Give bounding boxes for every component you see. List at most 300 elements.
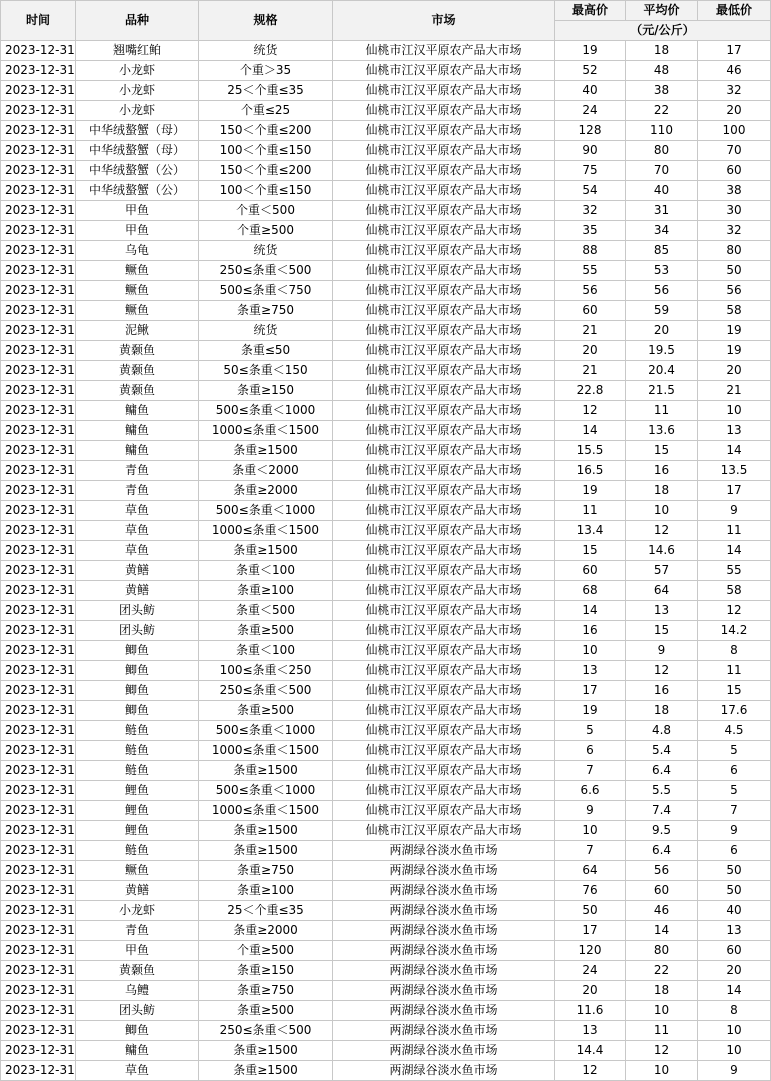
cell-spec: 250≤条重＜500 [199,1021,333,1041]
cell-date: 2023-12-31 [1,901,76,921]
cell-variety: 翘嘴红鲌 [76,41,199,61]
cell-variety: 团头鲂 [76,1001,199,1021]
cell-market: 仙桃市江汉平原农产品大市场 [333,661,555,681]
cell-variety: 鳙鱼 [76,1041,199,1061]
cell-max-price: 21 [555,361,626,381]
cell-variety: 青鱼 [76,481,199,501]
cell-market: 两湖绿谷淡水鱼市场 [333,981,555,1001]
cell-variety: 甲鱼 [76,941,199,961]
cell-max-price: 50 [555,901,626,921]
cell-max-price: 7 [555,761,626,781]
cell-avg-price: 22 [626,101,698,121]
cell-avg-price: 13 [626,601,698,621]
cell-max-price: 19 [555,41,626,61]
cell-spec: 250≤条重＜500 [199,261,333,281]
cell-spec: 个重≤25 [199,101,333,121]
table-row [1,741,771,761]
cell-avg-price: 21.5 [626,381,698,401]
cell-date: 2023-12-31 [1,981,76,1001]
cell-max-price: 68 [555,581,626,601]
cell-min-price: 32 [698,81,771,101]
cell-variety: 乌龟 [76,241,199,261]
cell-avg-price: 4.8 [626,721,698,741]
cell-max-price: 32 [555,201,626,221]
cell-variety: 黄鳝 [76,561,199,581]
cell-spec: 统货 [199,241,333,261]
cell-variety: 团头鲂 [76,601,199,621]
cell-date: 2023-12-31 [1,301,76,321]
cell-avg-price: 14 [626,921,698,941]
cell-min-price: 20 [698,101,771,121]
cell-market: 仙桃市江汉平原农产品大市场 [333,501,555,521]
cell-market: 仙桃市江汉平原农产品大市场 [333,161,555,181]
cell-max-price: 11.6 [555,1001,626,1021]
cell-variety: 中华绒螯蟹（母） [76,121,199,141]
cell-max-price: 13 [555,1021,626,1041]
table-row [1,381,771,401]
table-row [1,521,771,541]
cell-max-price: 15 [555,541,626,561]
cell-date: 2023-12-31 [1,201,76,221]
cell-spec: 条重≥2000 [199,921,333,941]
table-row [1,441,771,461]
cell-market: 仙桃市江汉平原农产品大市场 [333,621,555,641]
cell-avg-price: 57 [626,561,698,581]
table-row [1,901,771,921]
cell-avg-price: 59 [626,301,698,321]
cell-avg-price: 56 [626,281,698,301]
cell-market: 仙桃市江汉平原农产品大市场 [333,701,555,721]
cell-market: 仙桃市江汉平原农产品大市场 [333,821,555,841]
cell-max-price: 60 [555,561,626,581]
cell-min-price: 13.5 [698,461,771,481]
cell-avg-price: 85 [626,241,698,261]
table-row [1,721,771,741]
cell-date: 2023-12-31 [1,941,76,961]
cell-variety: 乌鳢 [76,981,199,1001]
table-row [1,461,771,481]
cell-max-price: 20 [555,981,626,1001]
cell-variety: 鲫鱼 [76,1021,199,1041]
cell-avg-price: 64 [626,581,698,601]
cell-avg-price: 38 [626,81,698,101]
cell-max-price: 15.5 [555,441,626,461]
cell-max-price: 56 [555,281,626,301]
cell-avg-price: 34 [626,221,698,241]
table-row [1,761,771,781]
cell-spec: 100＜个重≤150 [199,181,333,201]
cell-min-price: 32 [698,221,771,241]
cell-market: 仙桃市江汉平原农产品大市场 [333,761,555,781]
cell-date: 2023-12-31 [1,481,76,501]
cell-max-price: 40 [555,81,626,101]
cell-date: 2023-12-31 [1,461,76,481]
table-row [1,981,771,1001]
cell-spec: 条重≥150 [199,961,333,981]
cell-avg-price: 20 [626,321,698,341]
cell-variety: 鳜鱼 [76,281,199,301]
cell-min-price: 15 [698,681,771,701]
cell-max-price: 13 [555,661,626,681]
cell-market: 仙桃市江汉平原农产品大市场 [333,601,555,621]
cell-date: 2023-12-31 [1,281,76,301]
cell-spec: 条重≥500 [199,701,333,721]
cell-spec: 条重＜500 [199,601,333,621]
cell-date: 2023-12-31 [1,821,76,841]
table-row [1,361,771,381]
cell-market: 仙桃市江汉平原农产品大市场 [333,101,555,121]
cell-avg-price: 80 [626,941,698,961]
cell-spec: 100≤条重＜250 [199,661,333,681]
cell-spec: 条重≥750 [199,981,333,1001]
header-row [1,1,771,21]
cell-date: 2023-12-31 [1,621,76,641]
cell-avg-price: 10 [626,1061,698,1081]
cell-min-price: 56 [698,281,771,301]
cell-avg-price: 6.4 [626,841,698,861]
cell-date: 2023-12-31 [1,501,76,521]
cell-spec: 25＜个重≤35 [199,901,333,921]
cell-date: 2023-12-31 [1,1061,76,1081]
cell-max-price: 90 [555,141,626,161]
cell-avg-price: 53 [626,261,698,281]
table-row [1,1041,771,1061]
cell-spec: 条重≥150 [199,381,333,401]
cell-variety: 鲫鱼 [76,681,199,701]
cell-market: 两湖绿谷淡水鱼市场 [333,1001,555,1021]
table-row [1,581,771,601]
cell-market: 仙桃市江汉平原农产品大市场 [333,421,555,441]
cell-min-price: 14 [698,441,771,461]
cell-avg-price: 48 [626,61,698,81]
cell-date: 2023-12-31 [1,361,76,381]
cell-max-price: 12 [555,401,626,421]
cell-spec: 250≤条重＜500 [199,681,333,701]
cell-avg-price: 18 [626,701,698,721]
cell-date: 2023-12-31 [1,741,76,761]
cell-date: 2023-12-31 [1,961,76,981]
cell-spec: 1000≤条重＜1500 [199,741,333,761]
cell-max-price: 5 [555,721,626,741]
cell-min-price: 17 [698,481,771,501]
cell-min-price: 17 [698,41,771,61]
cell-variety: 甲鱼 [76,221,199,241]
cell-spec: 条重≥1500 [199,441,333,461]
cell-date: 2023-12-31 [1,1041,76,1061]
cell-market: 仙桃市江汉平原农产品大市场 [333,481,555,501]
cell-date: 2023-12-31 [1,861,76,881]
cell-variety: 团头鲂 [76,621,199,641]
cell-avg-price: 110 [626,121,698,141]
cell-min-price: 13 [698,421,771,441]
table-row [1,801,771,821]
cell-date: 2023-12-31 [1,221,76,241]
cell-max-price: 88 [555,241,626,261]
cell-date: 2023-12-31 [1,841,76,861]
cell-min-price: 80 [698,241,771,261]
header-max-price: 最高价 [555,1,626,21]
table-row [1,321,771,341]
cell-max-price: 24 [555,101,626,121]
cell-max-price: 64 [555,861,626,881]
cell-max-price: 6.6 [555,781,626,801]
cell-max-price: 120 [555,941,626,961]
cell-avg-price: 15 [626,621,698,641]
cell-max-price: 52 [555,61,626,81]
cell-avg-price: 40 [626,181,698,201]
cell-spec: 条重≥1500 [199,1061,333,1081]
cell-market: 两湖绿谷淡水鱼市场 [333,861,555,881]
cell-variety: 鲢鱼 [76,761,199,781]
cell-market: 仙桃市江汉平原农产品大市场 [333,641,555,661]
cell-max-price: 6 [555,741,626,761]
cell-date: 2023-12-31 [1,581,76,601]
cell-max-price: 54 [555,181,626,201]
cell-avg-price: 19.5 [626,341,698,361]
cell-market: 仙桃市江汉平原农产品大市场 [333,41,555,61]
cell-max-price: 11 [555,501,626,521]
table-row [1,501,771,521]
cell-variety: 小龙虾 [76,61,199,81]
cell-spec: 条重≥1500 [199,1041,333,1061]
cell-min-price: 5 [698,741,771,761]
table-row [1,281,771,301]
cell-date: 2023-12-31 [1,721,76,741]
cell-avg-price: 5.4 [626,741,698,761]
table-row [1,1001,771,1021]
cell-date: 2023-12-31 [1,121,76,141]
cell-spec: 条重≥750 [199,861,333,881]
cell-min-price: 10 [698,1041,771,1061]
cell-avg-price: 15 [626,441,698,461]
cell-avg-price: 13.6 [626,421,698,441]
cell-date: 2023-12-31 [1,1021,76,1041]
cell-min-price: 9 [698,1061,771,1081]
cell-variety: 鲤鱼 [76,781,199,801]
table-row [1,101,771,121]
cell-avg-price: 20.4 [626,361,698,381]
cell-min-price: 20 [698,361,771,381]
table-row [1,781,771,801]
cell-market: 仙桃市江汉平原农产品大市场 [333,301,555,321]
cell-market: 仙桃市江汉平原农产品大市场 [333,741,555,761]
cell-spec: 条重＜2000 [199,461,333,481]
cell-min-price: 9 [698,501,771,521]
cell-variety: 中华绒螯蟹（母） [76,141,199,161]
cell-date: 2023-12-31 [1,421,76,441]
cell-date: 2023-12-31 [1,161,76,181]
cell-max-price: 16 [555,621,626,641]
cell-spec: 条重＜100 [199,561,333,581]
header-avg-price: 平均价 [626,1,698,21]
cell-avg-price: 70 [626,161,698,181]
header-unit: （元/公斤） [555,21,771,41]
cell-market: 仙桃市江汉平原农产品大市场 [333,461,555,481]
cell-market: 仙桃市江汉平原农产品大市场 [333,581,555,601]
cell-avg-price: 12 [626,661,698,681]
cell-date: 2023-12-31 [1,681,76,701]
cell-market: 仙桃市江汉平原农产品大市场 [333,561,555,581]
header-spec: 规格 [199,1,333,41]
cell-market: 仙桃市江汉平原农产品大市场 [333,201,555,221]
cell-variety: 鳜鱼 [76,301,199,321]
cell-market: 仙桃市江汉平原农产品大市场 [333,441,555,461]
cell-date: 2023-12-31 [1,81,76,101]
cell-avg-price: 60 [626,881,698,901]
cell-variety: 鲫鱼 [76,701,199,721]
cell-spec: 条重≥750 [199,301,333,321]
cell-variety: 中华绒螯蟹（公） [76,181,199,201]
cell-variety: 泥鳅 [76,321,199,341]
cell-variety: 鲢鱼 [76,841,199,861]
table-row [1,921,771,941]
cell-variety: 鲤鱼 [76,801,199,821]
cell-date: 2023-12-31 [1,61,76,81]
cell-variety: 黄颡鱼 [76,961,199,981]
cell-spec: 条重≤50 [199,341,333,361]
cell-min-price: 50 [698,881,771,901]
cell-market: 两湖绿谷淡水鱼市场 [333,921,555,941]
cell-variety: 中华绒螯蟹（公） [76,161,199,181]
cell-market: 仙桃市江汉平原农产品大市场 [333,541,555,561]
table-row [1,181,771,201]
header-variety: 品种 [76,1,199,41]
cell-max-price: 14 [555,421,626,441]
cell-date: 2023-12-31 [1,441,76,461]
cell-min-price: 10 [698,1021,771,1041]
table-row [1,861,771,881]
table-row [1,41,771,61]
cell-market: 仙桃市江汉平原农产品大市场 [333,801,555,821]
cell-avg-price: 12 [626,521,698,541]
cell-market: 仙桃市江汉平原农产品大市场 [333,361,555,381]
table-row [1,401,771,421]
cell-max-price: 9 [555,801,626,821]
cell-avg-price: 10 [626,501,698,521]
cell-spec: 条重≥1500 [199,761,333,781]
cell-date: 2023-12-31 [1,781,76,801]
table-row [1,681,771,701]
table-row [1,421,771,441]
cell-avg-price: 18 [626,981,698,1001]
cell-min-price: 14 [698,981,771,1001]
cell-spec: 500≤条重＜1000 [199,781,333,801]
cell-spec: 个重＜500 [199,201,333,221]
cell-market: 两湖绿谷淡水鱼市场 [333,1041,555,1061]
cell-spec: 统货 [199,41,333,61]
cell-date: 2023-12-31 [1,101,76,121]
cell-date: 2023-12-31 [1,341,76,361]
cell-max-price: 16.5 [555,461,626,481]
table-row [1,941,771,961]
cell-max-price: 19 [555,701,626,721]
cell-min-price: 60 [698,161,771,181]
cell-avg-price: 12 [626,1041,698,1061]
table-header [1,1,771,41]
cell-market: 仙桃市江汉平原农产品大市场 [333,781,555,801]
cell-max-price: 21 [555,321,626,341]
cell-min-price: 20 [698,961,771,981]
cell-avg-price: 9.5 [626,821,698,841]
cell-market: 仙桃市江汉平原农产品大市场 [333,81,555,101]
cell-avg-price: 18 [626,481,698,501]
table-row [1,161,771,181]
cell-market: 两湖绿谷淡水鱼市场 [333,1021,555,1041]
table-row [1,141,771,161]
cell-spec: 150＜个重≤200 [199,121,333,141]
cell-date: 2023-12-31 [1,261,76,281]
cell-min-price: 100 [698,121,771,141]
cell-date: 2023-12-31 [1,141,76,161]
table-row [1,1061,771,1081]
cell-market: 两湖绿谷淡水鱼市场 [333,961,555,981]
cell-date: 2023-12-31 [1,921,76,941]
cell-date: 2023-12-31 [1,401,76,421]
cell-max-price: 10 [555,821,626,841]
cell-max-price: 75 [555,161,626,181]
cell-variety: 甲鱼 [76,201,199,221]
table-row [1,841,771,861]
cell-spec: 100＜个重≤150 [199,141,333,161]
cell-market: 仙桃市江汉平原农产品大市场 [333,521,555,541]
cell-min-price: 58 [698,301,771,321]
table-row [1,541,771,561]
cell-variety: 黄颡鱼 [76,381,199,401]
cell-avg-price: 22 [626,961,698,981]
cell-avg-price: 7.4 [626,801,698,821]
cell-min-price: 17.6 [698,701,771,721]
cell-min-price: 6 [698,761,771,781]
cell-variety: 鲤鱼 [76,821,199,841]
cell-spec: 条重≥1500 [199,841,333,861]
cell-min-price: 11 [698,661,771,681]
cell-min-price: 19 [698,321,771,341]
table-row [1,881,771,901]
cell-market: 两湖绿谷淡水鱼市场 [333,1061,555,1081]
cell-variety: 鲢鱼 [76,741,199,761]
cell-avg-price: 16 [626,461,698,481]
cell-spec: 500≤条重＜1000 [199,501,333,521]
cell-market: 仙桃市江汉平原农产品大市场 [333,321,555,341]
cell-spec: 个重＞35 [199,61,333,81]
cell-variety: 黄鳝 [76,581,199,601]
cell-spec: 条重≥1500 [199,821,333,841]
cell-market: 仙桃市江汉平原农产品大市场 [333,261,555,281]
table-row [1,961,771,981]
cell-market: 仙桃市江汉平原农产品大市场 [333,61,555,81]
cell-min-price: 5 [698,781,771,801]
cell-spec: 统货 [199,321,333,341]
cell-avg-price: 56 [626,861,698,881]
cell-market: 两湖绿谷淡水鱼市场 [333,941,555,961]
cell-market: 两湖绿谷淡水鱼市场 [333,901,555,921]
cell-spec: 50≤条重＜150 [199,361,333,381]
cell-date: 2023-12-31 [1,541,76,561]
cell-market: 仙桃市江汉平原农产品大市场 [333,181,555,201]
cell-market: 仙桃市江汉平原农产品大市场 [333,221,555,241]
cell-min-price: 21 [698,381,771,401]
cell-date: 2023-12-31 [1,641,76,661]
cell-min-price: 50 [698,861,771,881]
cell-min-price: 10 [698,401,771,421]
cell-min-price: 14 [698,541,771,561]
cell-variety: 草鱼 [76,501,199,521]
cell-variety: 青鱼 [76,461,199,481]
table-row [1,661,771,681]
cell-date: 2023-12-31 [1,241,76,261]
cell-spec: 条重＜100 [199,641,333,661]
cell-avg-price: 31 [626,201,698,221]
